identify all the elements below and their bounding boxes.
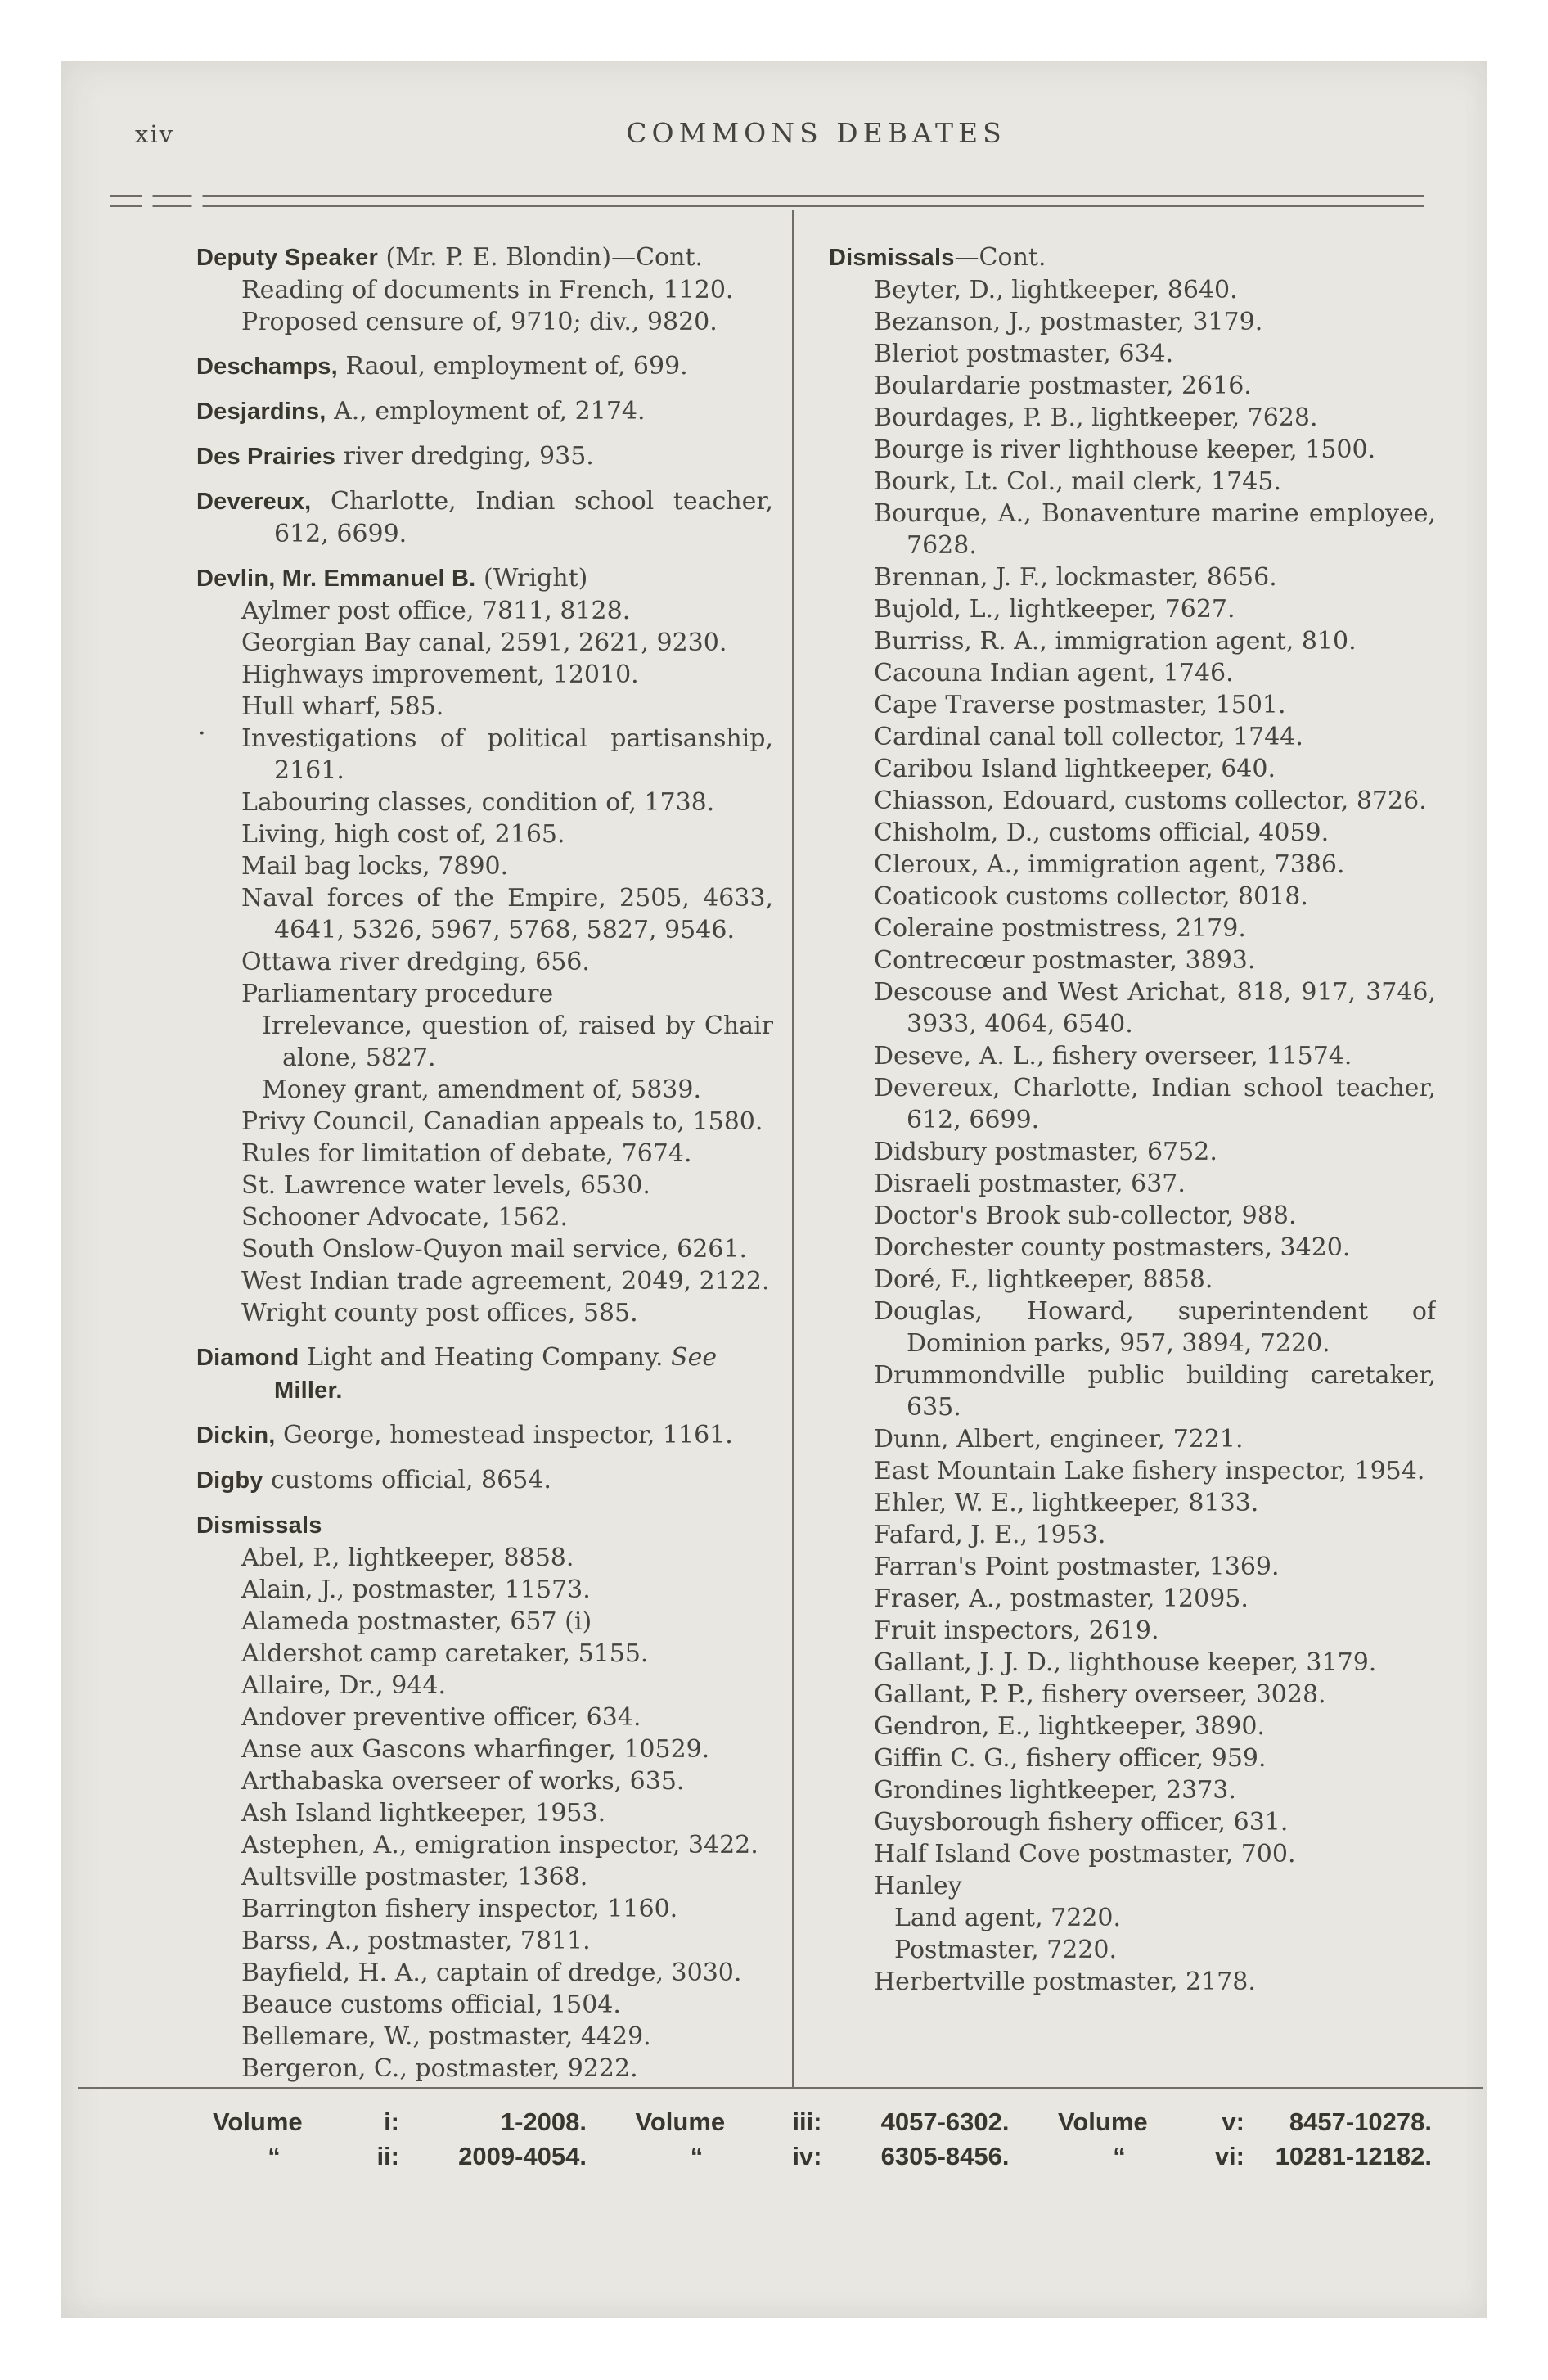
index-entry <box>196 1201 773 1233</box>
index-entry <box>829 306 1436 338</box>
index-entry <box>196 440 773 473</box>
volume-page-range: 8457-10278. <box>1289 2107 1432 2136</box>
index-entry <box>196 1464 773 1497</box>
index-entry <box>829 689 1436 721</box>
index-entry <box>196 1861 773 1893</box>
index-entry <box>829 338 1436 370</box>
volume-group <box>1058 2105 1432 2174</box>
entry-text: Cape Traverse postmaster, 1501. <box>874 691 1286 719</box>
entry-text: Bleriot postmaster, 634. <box>874 340 1174 368</box>
entry-text: Ash Island lightkeeper, 1953. <box>241 1799 606 1828</box>
entry-text: Aultsville postmaster, 1368. <box>241 1863 588 1891</box>
index-entry <box>829 1040 1436 1072</box>
entry-text: Bergeron, C., postmaster, 9222. <box>241 2054 638 2083</box>
index-entry <box>196 1638 773 1670</box>
entry-text: Descouse and West Arichat, 818, 917, 3746, 3933, 4064, 6540. <box>874 978 1436 1039</box>
index-entry <box>829 913 1436 944</box>
entry-text: Anse aux Gascons wharfinger, 10529. <box>241 1735 710 1764</box>
entry-text: Bourque, A., Bonaventure marine employee, 7628. <box>874 499 1436 560</box>
volume-group <box>213 2105 587 2174</box>
index-entry <box>196 562 773 595</box>
index-entry <box>829 1902 1436 1934</box>
index-entry <box>196 1374 773 1407</box>
entry-text: St. Lawrence water levels, 6530. <box>241 1171 650 1200</box>
entry-text: Drummondville public building caretaker, 635. <box>874 1361 1436 1422</box>
entry-headword: Diamond <box>196 1345 299 1371</box>
index-entry <box>829 1647 1436 1679</box>
entry-text: Mail bag locks, 7890. <box>241 852 509 881</box>
entry-text: Aldershot camp caretaker, 5155. <box>241 1639 649 1668</box>
index-entry <box>196 1542 773 1574</box>
index-entry <box>829 402 1436 434</box>
entry-text: Beauce customs official, 1504. <box>241 1990 621 2019</box>
entry-text: Doctor's Brook sub-collector, 988. <box>874 1201 1297 1230</box>
volume-page-range: 2009-4054. <box>458 2142 587 2170</box>
volume-numeral: ii: <box>376 2142 399 2170</box>
entry-text: Postmaster, 7220. <box>894 1936 1118 1964</box>
index-entry <box>829 1200 1436 1232</box>
volume-row <box>1058 2139 1432 2174</box>
entry-text: Labouring classes, condition of, 1738. <box>241 788 715 817</box>
entry-text: —Cont. <box>954 243 1046 272</box>
volume-page-range: 10281-12182. <box>1275 2142 1432 2170</box>
entry-text: Wright county post offices, 585. <box>241 1299 638 1327</box>
bullet-dot: · <box>198 719 206 748</box>
entry-text: Parliamentary procedure <box>241 980 554 1008</box>
index-entry <box>196 595 773 627</box>
index-entry <box>196 978 773 1010</box>
entry-text: Guysborough fishery officer, 631. <box>874 1808 1289 1837</box>
entry-text: Ehler, W. E., lightkeeper, 8133. <box>874 1489 1259 1517</box>
index-entry <box>196 2021 773 2053</box>
entry-headword: Dismissals <box>829 245 955 271</box>
entry-headword: Miller. <box>274 1377 343 1404</box>
index-entry <box>829 1168 1436 1200</box>
entry-text: Dorchester county postmasters, 3420. <box>874 1233 1351 1262</box>
index-entry <box>196 627 773 659</box>
page-title: COMMONS DEBATES <box>626 117 1006 149</box>
entry-text: Investigations of political partisanship, 2161. <box>241 724 773 785</box>
index-entry <box>196 1106 773 1138</box>
entry-text: Light and Heating Company. <box>299 1343 672 1372</box>
index-entry <box>829 1455 1436 1487</box>
entry-text: Highways improvement, 12010. <box>241 660 639 689</box>
entry-text: Gallant, P. P., fishery overseer, 3028. <box>874 1680 1326 1709</box>
entry-text: Cleroux, A., immigration agent, 7386. <box>874 850 1345 879</box>
index-entry <box>196 1233 773 1265</box>
entry-text: Grondines lightkeeper, 2373. <box>874 1776 1236 1805</box>
volume-numeral: i: <box>384 2107 399 2136</box>
entry-text: Allaire, Dr., 944. <box>241 1671 447 1700</box>
volume-row <box>636 2139 1010 2174</box>
index-entry <box>829 1966 1436 1998</box>
index-entry <box>829 1806 1436 1838</box>
index-entry <box>829 1072 1436 1136</box>
index-entry <box>829 1870 1436 1902</box>
index-entry <box>829 1934 1436 1966</box>
index-entry <box>196 1893 773 1925</box>
entry-text: Money grant, amendment of, 5839. <box>262 1075 701 1104</box>
entry-text: Contrecœur postmaster, 3893. <box>874 946 1256 975</box>
entry-text: Barss, A., postmaster, 7811. <box>241 1927 591 1955</box>
index-entry <box>196 1170 773 1201</box>
entry-text: Fraser, A., postmaster, 12095. <box>874 1584 1249 1613</box>
entry-text: Farran's Point postmaster, 1369. <box>874 1553 1280 1581</box>
entry-text: Aylmer post office, 7811, 8128. <box>241 597 631 625</box>
entry-headword: Devereux, <box>196 489 312 515</box>
entry-text: Reading of documents in French, 1120. <box>241 276 734 304</box>
entry-text: Bujold, L., lightkeeper, 7627. <box>874 595 1235 624</box>
entry-text: Schooner Advocate, 1562. <box>241 1203 569 1232</box>
footer-rule <box>78 2087 1483 2089</box>
index-entry <box>196 485 773 550</box>
index-entry <box>829 1583 1436 1615</box>
index-entry <box>829 1264 1436 1296</box>
entry-text: Cardinal canal toll collector, 1744. <box>874 723 1303 751</box>
volume-page-range: 6305-8456. <box>880 2142 1010 2170</box>
entry-text: Astephen, A., emigration inspector, 3422. <box>241 1831 758 1859</box>
entry-headword: Digby <box>196 1467 263 1494</box>
entry-text: Hull wharf, 585. <box>241 692 444 721</box>
entry-text: Didsbury postmaster, 6752. <box>874 1138 1217 1166</box>
index-entry <box>196 1765 773 1797</box>
volume-row <box>213 2105 587 2139</box>
entry-text: Privy Council, Canadian appeals to, 1580. <box>241 1107 763 1136</box>
index-columns <box>196 241 1436 2085</box>
volume-page-range: 4057-6302. <box>880 2107 1010 2136</box>
index-entry <box>196 1010 773 1074</box>
entry-text: Douglas, Howard, superintendent of Dominion parks, 957, 3894, 7220. <box>874 1297 1436 1358</box>
entry-text: South Onslow-Quyon mail service, 6261. <box>241 1235 748 1264</box>
entry-text: Beyter, D., lightkeeper, 8640. <box>874 276 1238 304</box>
page-number: xiv <box>135 120 175 148</box>
index-entry <box>829 1774 1436 1806</box>
entry-headword: Dickin, <box>196 1422 276 1449</box>
volume-row <box>636 2105 1010 2139</box>
index-entry <box>829 849 1436 881</box>
index-entry <box>196 850 773 882</box>
index-entry <box>829 561 1436 593</box>
volume-label: Volume <box>635 2107 726 2136</box>
entry-text: customs official, 8654. <box>263 1466 551 1494</box>
entry-text: Charlotte, Indian school teacher, 612, 6699. <box>274 487 773 548</box>
index-entry <box>196 659 773 691</box>
index-entry <box>829 1296 1436 1359</box>
index-entry <box>196 1297 773 1329</box>
index-entry <box>196 1138 773 1170</box>
header-rule-top <box>110 195 1424 197</box>
index-entry <box>196 1957 773 1989</box>
index-entry <box>196 241 773 274</box>
volume-group <box>636 2105 1010 2174</box>
volume-numeral: v: <box>1222 2107 1244 2136</box>
volume-numeral: iii: <box>792 2107 822 2136</box>
entry-text: Living, high cost of, 2165. <box>241 820 565 849</box>
index-entry <box>829 753 1436 785</box>
entry-text: George, homestead inspector, 1161. <box>275 1421 733 1449</box>
index-entry <box>196 1341 773 1374</box>
index-entry <box>829 370 1436 402</box>
entry-text: (Wright) <box>475 564 588 593</box>
entry-text: Bellemare, W., postmaster, 4429. <box>241 2022 651 2051</box>
index-entry <box>196 274 773 306</box>
volume-page-range: 1-2008. <box>500 2107 587 2136</box>
index-entry <box>196 1265 773 1297</box>
volume-label: Volume <box>1058 2107 1148 2136</box>
entry-text: Land agent, 7220. <box>894 1904 1122 1932</box>
index-entry <box>196 1509 773 1542</box>
index-entry <box>196 946 773 978</box>
entry-text: Dunn, Albert, engineer, 7221. <box>874 1425 1244 1454</box>
volume-row <box>213 2139 587 2174</box>
index-entry <box>829 1359 1436 1423</box>
entry-text: river dredging, 935. <box>335 442 594 471</box>
entry-text: Alameda postmaster, 657 (i) <box>241 1607 592 1636</box>
entry-text: East Mountain Lake fishery inspector, 1954. <box>874 1457 1425 1485</box>
entry-text: Barrington fishery inspector, 1160. <box>241 1895 678 1923</box>
index-entry <box>829 466 1436 498</box>
entry-text: Bayfield, H. A., captain of dredge, 3030. <box>241 1959 742 1987</box>
entry-text: Fruit inspectors, 2619. <box>874 1616 1159 1645</box>
entry-text: Alain, J., postmaster, 11573. <box>241 1575 591 1604</box>
entry-headword: Deschamps, <box>196 354 338 380</box>
index-entry <box>829 498 1436 561</box>
index-entry <box>196 882 773 946</box>
entry-headword: Desjardins, <box>196 399 326 425</box>
entry-text: Fafard, J. E., 1953. <box>874 1521 1106 1549</box>
entry-text: Raoul, employment of, 699. <box>337 352 688 381</box>
entry-text: Caribou Island lightkeeper, 640. <box>874 755 1276 783</box>
index-entry <box>196 818 773 850</box>
volume-row <box>1058 2105 1432 2139</box>
entry-text: Brennan, J. F., lockmaster, 8656. <box>874 563 1277 592</box>
entry-text: Gendron, E., lightkeeper, 3890. <box>874 1712 1265 1741</box>
index-entry <box>829 657 1436 689</box>
entry-text: (Mr. P. E. Blondin)—Cont. <box>378 243 704 272</box>
entry-text: Gallant, J. J. D., lighthouse keeper, 3179. <box>874 1648 1377 1677</box>
entry-text: Hanley <box>874 1872 962 1900</box>
index-entry <box>196 787 773 818</box>
header-rule-bottom <box>110 205 1424 207</box>
index-entry <box>829 625 1436 657</box>
entry-text: Giffin C. G., fishery officer, 959. <box>874 1744 1267 1773</box>
entry-text: West Indian trade agreement, 2049, 2122. <box>241 1267 770 1296</box>
entry-text: Georgian Bay canal, 2591, 2621, 9230. <box>241 629 727 657</box>
index-entry <box>829 944 1436 976</box>
index-entry <box>829 1136 1436 1168</box>
entry-text: Irrelevance, question of, raised by Chair alone, 5827. <box>262 1012 773 1072</box>
entry-text: Rules for limitation of debate, 7674. <box>241 1139 692 1168</box>
entry-text: Bezanson, J., postmaster, 3179. <box>874 308 1263 336</box>
index-entry <box>829 1711 1436 1742</box>
volume-numeral: vi: <box>1214 2142 1244 2170</box>
index-entry <box>196 1733 773 1765</box>
entry-text: Burriss, R. A., immigration agent, 810. <box>874 627 1357 656</box>
entry-headword: Devlin, Mr. Emmanuel B. <box>196 566 476 592</box>
index-entry <box>829 274 1436 306</box>
index-entry <box>196 350 773 383</box>
index-entry <box>196 1574 773 1606</box>
index-entry <box>196 1670 773 1702</box>
left-column <box>196 241 773 2085</box>
entry-text: A., employment of, 2174. <box>326 397 646 426</box>
entry-text: Proposed censure of, 9710; div., 9820. <box>241 308 718 336</box>
entry-text: Coaticook customs collector, 8018. <box>874 882 1308 911</box>
index-entry <box>196 1606 773 1638</box>
index-entry <box>829 976 1436 1040</box>
entry-text: Chiasson, Edouard, customs collector, 8726. <box>874 787 1427 815</box>
entry-text: Bourge is river lighthouse keeper, 1500. <box>874 435 1376 464</box>
index-entry <box>196 1925 773 1957</box>
entry-headword: Des Prairies <box>196 444 336 470</box>
index-entry <box>196 1419 773 1452</box>
entry-text: See <box>671 1343 718 1372</box>
volume-page-ranges <box>213 2105 1432 2174</box>
index-entry <box>829 1487 1436 1519</box>
index-entry <box>829 593 1436 625</box>
entry-headword: Deputy Speaker <box>196 245 378 271</box>
index-entry <box>196 691 773 723</box>
entry-text: Bourdages, P. B., lightkeeper, 7628. <box>874 403 1318 432</box>
entry-text: Deseve, A. L., fishery overseer, 11574. <box>874 1042 1352 1071</box>
index-entry <box>196 719 773 787</box>
index-entry <box>829 1551 1436 1583</box>
index-entry <box>829 817 1436 849</box>
entry-text: Cacouna Indian agent, 1746. <box>874 659 1234 687</box>
index-entry <box>196 1989 773 2021</box>
index-entry <box>829 1838 1436 1870</box>
index-entry <box>196 306 773 338</box>
scanned-page <box>61 61 1487 2318</box>
index-entry <box>829 881 1436 913</box>
entry-text: Boulardarie postmaster, 2616. <box>874 372 1252 400</box>
entry-text: Herbertville postmaster, 2178. <box>874 1968 1256 1996</box>
index-entry <box>829 1615 1436 1647</box>
ditto-mark: “ <box>268 2142 281 2170</box>
index-entry <box>196 395 773 428</box>
entry-text: Disraeli postmaster, 637. <box>874 1170 1186 1198</box>
index-entry <box>829 241 1436 274</box>
ditto-mark: “ <box>1113 2142 1126 2170</box>
entry-text: Bourk, Lt. Col., mail clerk, 1745. <box>874 467 1281 496</box>
entry-text: Ottawa river dredging, 656. <box>241 948 590 976</box>
entry-headword: Dismissals <box>196 1512 322 1539</box>
index-entry <box>196 1074 773 1106</box>
entry-text: Andover preventive officer, 634. <box>241 1703 641 1732</box>
column-gutter <box>773 241 829 2085</box>
index-entry <box>829 1423 1436 1455</box>
entry-text: Naval forces of the Empire, 2505, 4633, 4641, 5326, 5967, 5768, 5827, 9546. <box>241 884 773 944</box>
index-entry <box>829 1519 1436 1551</box>
index-entry <box>829 785 1436 817</box>
entry-text: Half Island Cove postmaster, 700. <box>874 1840 1296 1868</box>
index-entry <box>829 721 1436 753</box>
entry-text: Doré, F., lightkeeper, 8858. <box>874 1265 1213 1294</box>
index-entry <box>196 1797 773 1829</box>
ditto-mark: “ <box>690 2142 704 2170</box>
index-entry <box>829 1232 1436 1264</box>
index-entry <box>196 2053 773 2085</box>
index-entry <box>829 1742 1436 1774</box>
entry-text: Abel, P., lightkeeper, 8858. <box>241 1544 574 1572</box>
index-entry <box>829 434 1436 466</box>
right-column <box>829 241 1436 2085</box>
entry-text: Arthabaska overseer of works, 635. <box>241 1767 685 1796</box>
volume-numeral: iv: <box>792 2142 822 2170</box>
index-entry <box>829 1679 1436 1711</box>
entry-text: Chisholm, D., customs official, 4059. <box>874 818 1330 847</box>
volume-label: Volume <box>213 2107 303 2136</box>
entry-text: Coleraine postmistress, 2179. <box>874 914 1246 943</box>
index-entry <box>196 1702 773 1733</box>
entry-text: Devereux, Charlotte, Indian school teacher, 612, 6699. <box>874 1074 1436 1134</box>
index-entry <box>196 1829 773 1861</box>
